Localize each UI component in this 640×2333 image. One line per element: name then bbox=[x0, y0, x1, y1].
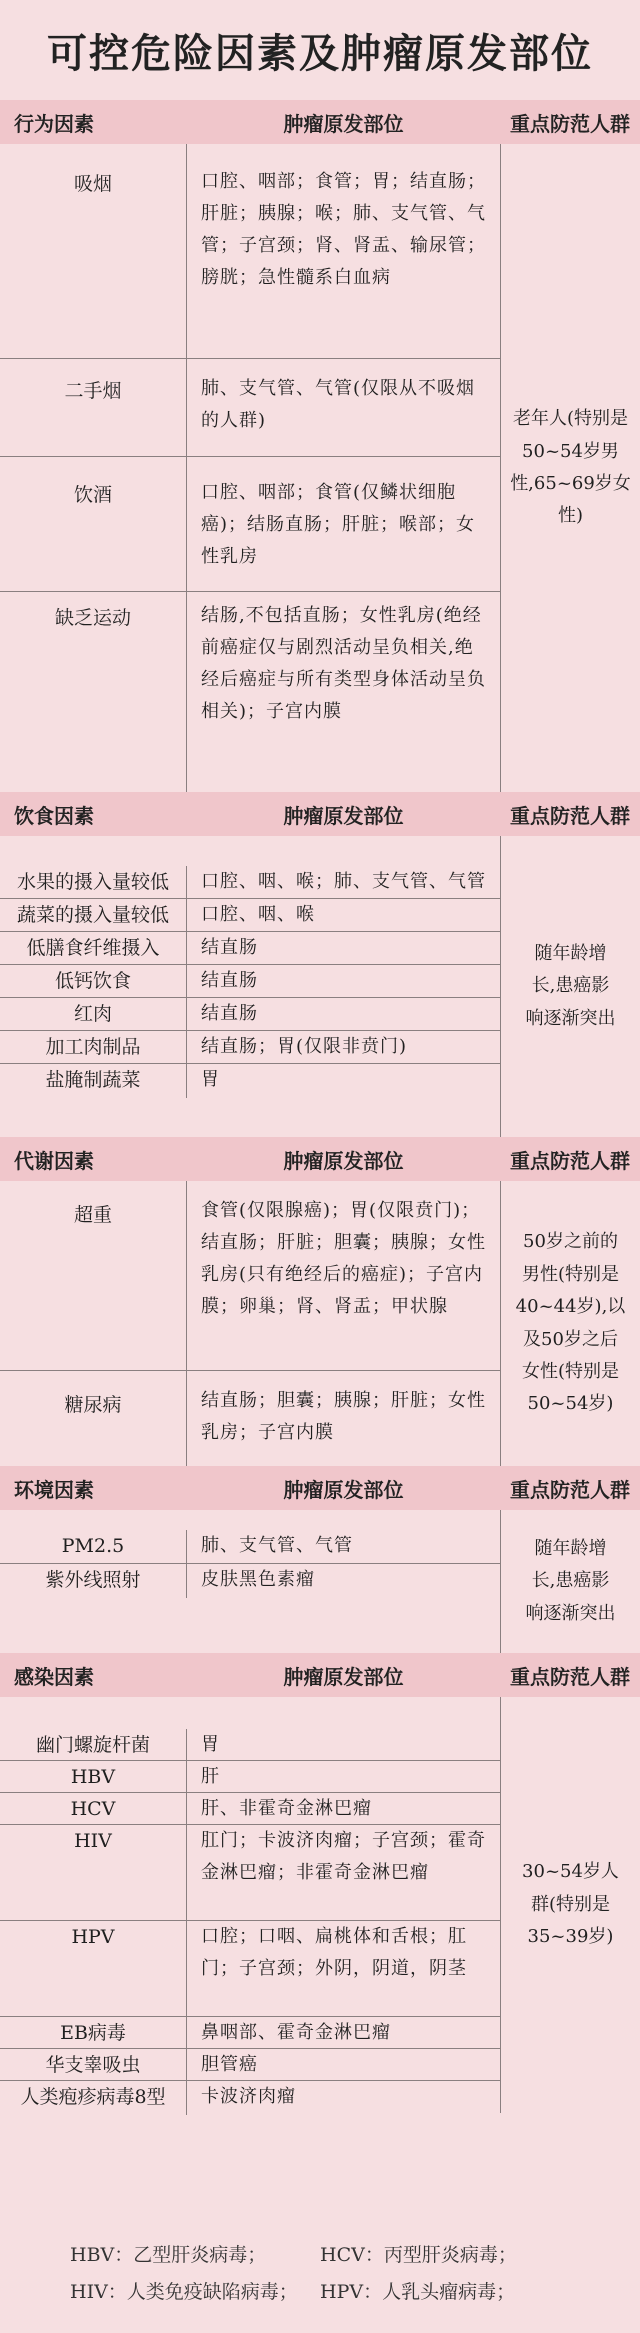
site-cell: 口腔、咽、喉 bbox=[201, 904, 315, 925]
table-row bbox=[0, 1530, 500, 1564]
site-header: 肿瘤原发部位 bbox=[283, 1477, 404, 1502]
factor-cell: 加工肉制品 bbox=[0, 1031, 187, 1065]
site-header: 肿瘤原发部位 bbox=[283, 1664, 404, 1689]
table-row bbox=[0, 998, 500, 1031]
factor-cell: HBV bbox=[0, 1761, 187, 1795]
table-row bbox=[0, 1031, 500, 1064]
site-header: 肿瘤原发部位 bbox=[283, 1148, 404, 1173]
factor-cell: 蔬菜的摄入量较低 bbox=[0, 899, 187, 933]
factor-cell: 低膳食纤维摄入 bbox=[0, 932, 187, 966]
footnote-hpv: HPV：人乳头瘤病毒； bbox=[320, 2280, 516, 2303]
site-cell: 鼻咽部、霍奇金淋巴瘤 bbox=[201, 2022, 391, 2043]
table-row bbox=[0, 592, 500, 792]
section-body-environment bbox=[0, 1510, 640, 1653]
section-header-environment bbox=[0, 1466, 640, 1510]
factor-cell: 人类疱疹病毒8型 bbox=[0, 2081, 187, 2115]
factor-cell: HPV bbox=[0, 1921, 187, 2016]
table-row bbox=[0, 457, 500, 592]
site-cell: 结直肠 bbox=[201, 970, 258, 991]
footnotes bbox=[0, 2210, 640, 2333]
group-header: 重点防范人群 bbox=[510, 1148, 630, 1173]
site-cell: 结肠,不包括直肠；女性乳房(绝经前癌症仅与剧烈活动呈负相关,绝经后癌症与所有类型身体活动呈负相关)；子宫内膜 bbox=[201, 605, 486, 722]
factor-cell: 吸烟 bbox=[0, 144, 187, 358]
table-row bbox=[0, 2017, 500, 2049]
table-row bbox=[0, 899, 500, 932]
factor-cell: 紫外线照射 bbox=[0, 1564, 187, 1598]
site-cell: 胃 bbox=[201, 1069, 220, 1090]
factor-cell: 缺乏运动 bbox=[0, 592, 187, 792]
table-row bbox=[0, 144, 500, 359]
section-header-diet bbox=[0, 792, 640, 836]
table-row bbox=[0, 1564, 500, 1598]
factor-cell: 低钙饮食 bbox=[0, 965, 187, 999]
site-cell: 结直肠；胆囊；胰腺；肝脏；女性乳房；子宫内膜 bbox=[201, 1390, 486, 1443]
section-body-infection bbox=[0, 1697, 640, 2108]
risk-group-cell: 50岁之前的男性(特别是40~44岁),以及50岁之后女性(特别是50~54岁) bbox=[500, 1181, 640, 1466]
table-row bbox=[0, 1064, 500, 1097]
factor-cell: 超重 bbox=[0, 1181, 187, 1370]
factor-cell: 红肉 bbox=[0, 998, 187, 1032]
factor-header: 饮食因素 bbox=[14, 803, 94, 828]
factor-header: 行为因素 bbox=[14, 111, 94, 136]
risk-group-cell: 随年龄增长,患癌影响逐渐突出 bbox=[500, 1510, 640, 1653]
site-cell: 口腔、咽部；食管；胃；结直肠；肝脏；胰腺；喉；肺、支气管、气管；子宫颈；肾、肾盂、输尿管；膀胱；急性髓系白血病 bbox=[201, 171, 486, 288]
factor-cell: 华支睾吸虫 bbox=[0, 2049, 187, 2083]
table-row bbox=[0, 359, 500, 457]
table-row bbox=[0, 2049, 500, 2081]
site-cell: 食管(仅限腺癌)；胃(仅限贲门)；结直肠；肝脏；胆囊；胰腺；女性乳房(只有绝经后的癌症)；子宫内膜；卵巢；肾、肾盂；甲状腺 bbox=[201, 1200, 486, 1317]
risk-group-cell: 老年人(特别是50~54岁男性,65~69岁女性) bbox=[500, 144, 640, 792]
site-cell: 胃 bbox=[201, 1734, 220, 1755]
footnote-hiv: HIV：人类免疫缺陷病毒； bbox=[70, 2280, 298, 2303]
factor-cell: 糖尿病 bbox=[0, 1371, 187, 1466]
table-row bbox=[0, 1825, 500, 1921]
risk-group-cell: 随年龄增长,患癌影响逐渐突出 bbox=[500, 836, 640, 1137]
table-row bbox=[0, 1371, 500, 1466]
factor-header: 环境因素 bbox=[14, 1477, 94, 1502]
factor-cell: 饮酒 bbox=[0, 457, 187, 591]
group-header: 重点防范人群 bbox=[510, 111, 630, 136]
section-header-behavior bbox=[0, 100, 640, 144]
table-row bbox=[0, 965, 500, 998]
site-cell: 肝 bbox=[201, 1766, 220, 1787]
footnote-hbv: HBV：乙型肝炎病毒； bbox=[70, 2243, 267, 2266]
section-header-infection bbox=[0, 1653, 640, 1697]
group-header: 重点防范人群 bbox=[510, 803, 630, 828]
section-header-metabolic bbox=[0, 1137, 640, 1181]
table-row bbox=[0, 1793, 500, 1825]
table-row bbox=[0, 866, 500, 899]
page-title: 可控危险因素及肿瘤原发部位 bbox=[47, 30, 593, 77]
section-body-behavior bbox=[0, 144, 640, 792]
site-cell: 口腔、咽、喉；肺、支气管、气管 bbox=[201, 871, 486, 892]
factor-cell: HIV bbox=[0, 1825, 187, 1920]
table-row bbox=[0, 1921, 500, 2017]
site-cell: 卡波济肉瘤 bbox=[201, 2086, 296, 2107]
site-cell: 结直肠；胃(仅限非贲门) bbox=[201, 1036, 408, 1057]
site-cell: 口腔；口咽、扁桃体和舌根；肛门；子宫颈；外阴，阴道，阴茎 bbox=[201, 1926, 467, 1979]
factor-header: 代谢因素 bbox=[14, 1148, 94, 1173]
factor-cell: EB病毒 bbox=[0, 2017, 187, 2051]
site-cell: 结直肠 bbox=[201, 1003, 258, 1024]
section-body-metabolic bbox=[0, 1181, 640, 1466]
table-row bbox=[0, 1729, 500, 1761]
group-header: 重点防范人群 bbox=[510, 1477, 630, 1502]
table-row bbox=[0, 1181, 500, 1371]
table-row bbox=[0, 932, 500, 965]
section-body-diet bbox=[0, 836, 640, 1137]
factor-cell: 二手烟 bbox=[0, 359, 187, 456]
site-header: 肿瘤原发部位 bbox=[283, 111, 404, 136]
site-header: 肿瘤原发部位 bbox=[283, 803, 404, 828]
risk-group-cell: 30~54岁人群(特别是35~39岁) bbox=[500, 1697, 640, 2113]
factor-cell: PM2.5 bbox=[0, 1530, 187, 1564]
factor-cell: HCV bbox=[0, 1793, 187, 1827]
factor-cell: 幽门螺旋杆菌 bbox=[0, 1729, 187, 1763]
site-cell: 结直肠 bbox=[201, 937, 258, 958]
site-cell: 肛门；卡波济肉瘤；子宫颈；霍奇金淋巴瘤；非霍奇金淋巴瘤 bbox=[201, 1830, 486, 1883]
site-cell: 肺、支气管、气管 bbox=[201, 1535, 353, 1556]
site-cell: 口腔、咽部；食管(仅鳞状细胞癌)；结肠直肠；肝脏；喉部；女性乳房 bbox=[201, 482, 476, 567]
factor-header: 感染因素 bbox=[14, 1664, 94, 1689]
site-cell: 胆管癌 bbox=[201, 2054, 258, 2075]
site-cell: 肝、非霍奇金淋巴瘤 bbox=[201, 1798, 372, 1819]
group-header: 重点防范人群 bbox=[510, 1664, 630, 1689]
site-cell: 皮肤黑色素瘤 bbox=[201, 1569, 315, 1590]
table-row bbox=[0, 2081, 500, 2113]
factor-cell: 水果的摄入量较低 bbox=[0, 866, 187, 900]
factor-cell: 盐腌制蔬菜 bbox=[0, 1064, 187, 1098]
table-row bbox=[0, 1761, 500, 1793]
site-cell: 肺、支气管、气管(仅限从不吸烟的人群) bbox=[201, 378, 476, 431]
footnote-hcv: HCV：丙型肝炎病毒； bbox=[320, 2243, 517, 2266]
